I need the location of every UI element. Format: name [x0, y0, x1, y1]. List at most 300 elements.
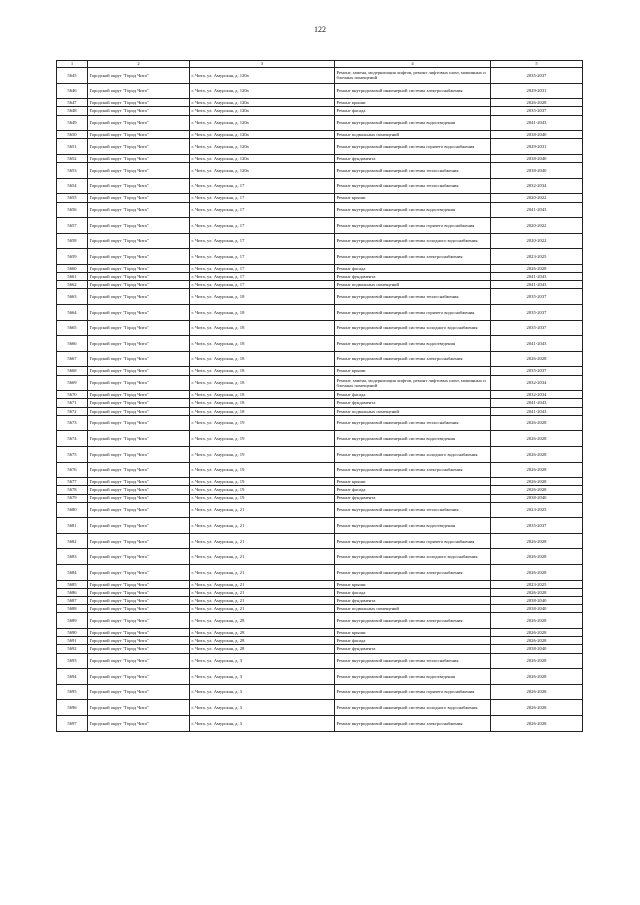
row-number: 5685 — [57, 580, 88, 588]
address-cell: г. Чита, ул. Амурская, д. 21 — [190, 533, 335, 549]
work-type-cell: Ремонт внутридомовой инженерной системы холодного водоснабжения — [335, 320, 491, 336]
address-cell: г. Чита, ул. Амурская, д. 120а — [190, 131, 335, 139]
row-number: 5682 — [57, 533, 88, 549]
row-number: 5694 — [57, 669, 88, 685]
period-cell: 2038-2040 — [491, 494, 583, 502]
row-number: 5647 — [57, 99, 88, 107]
table-row — [57, 107, 583, 115]
work-type-cell: Ремонт фасада — [335, 486, 491, 494]
municipality-cell: Городской округ "Город Чита" — [88, 375, 190, 391]
address-cell: г. Чита, ул. Амурская, д. 18 — [190, 375, 335, 391]
address-cell: г. Чита, ул. Амурская, д. 18 — [190, 391, 335, 399]
row-number: 5658 — [57, 233, 88, 249]
work-type-cell: Ремонт подвальных помещений — [335, 281, 491, 289]
period-cell: 2026-2028 — [491, 700, 583, 716]
period-cell: 2026-2028 — [491, 99, 583, 107]
work-type-cell: Ремонт внутридомовой инженерной системы электроснабжения — [335, 351, 491, 367]
work-type-cell: Ремонт внутридомовой инженерной системы водоотведения — [335, 431, 491, 447]
period-cell: 2026-2028 — [491, 684, 583, 700]
period-cell: 2041-2043 — [491, 399, 583, 407]
municipality-cell: Городской округ "Город Чита" — [88, 597, 190, 605]
table-row — [57, 154, 583, 162]
table-row — [57, 605, 583, 613]
table-row — [57, 565, 583, 581]
municipality-cell: Городской округ "Город Чита" — [88, 715, 190, 731]
table-row — [57, 218, 583, 234]
table-row — [57, 273, 583, 281]
table-row — [57, 613, 583, 629]
period-cell: 2026-2028 — [491, 669, 583, 685]
row-number: 5662 — [57, 281, 88, 289]
table-row — [57, 391, 583, 399]
municipality-cell: Городской округ "Город Чита" — [88, 154, 190, 162]
row-number: 5645 — [57, 68, 88, 84]
work-type-cell: Ремонт, замена, модернизация лифтов, ремонт лифтовых шахт, машинных и блочных помещений — [335, 68, 491, 84]
period-cell: 2035-2037 — [491, 68, 583, 84]
municipality-cell: Городской округ "Город Чита" — [88, 478, 190, 486]
period-cell: 2041-2043 — [491, 407, 583, 415]
table-row — [57, 446, 583, 462]
period-cell: 2041-2043 — [491, 281, 583, 289]
municipality-cell: Городской округ "Город Чита" — [88, 264, 190, 272]
municipality-cell: Городской округ "Город Чита" — [88, 645, 190, 653]
work-type-cell: Ремонт фасада — [335, 588, 491, 596]
work-type-cell: Ремонт фасада — [335, 107, 491, 115]
work-type-cell: Ремонт внутридомовой инженерной системы холодного водоснабжения — [335, 233, 491, 249]
period-cell: 2026-2028 — [491, 446, 583, 462]
row-number: 5681 — [57, 518, 88, 534]
address-cell: г. Чита, ул. Амурская, д. 17 — [190, 178, 335, 194]
work-type-cell: Ремонт внутридомовой инженерной системы горячего водоснабжения — [335, 139, 491, 155]
row-number: 5676 — [57, 462, 88, 478]
row-number: 5677 — [57, 478, 88, 486]
address-cell: г. Чита, ул. Амурская, д. 19 — [190, 462, 335, 478]
municipality-cell: Городской округ "Город Чита" — [88, 320, 190, 336]
table-row — [57, 518, 583, 534]
address-cell: г. Чита, ул. Амурская, д. 19 — [190, 494, 335, 502]
address-cell: г. Чита, ул. Амурская, д. 120а — [190, 115, 335, 131]
row-number: 5695 — [57, 684, 88, 700]
municipality-cell: Городской округ "Город Чита" — [88, 462, 190, 478]
address-cell: г. Чита, ул. Амурская, д. 21 — [190, 605, 335, 613]
municipality-cell: Городской округ "Город Чита" — [88, 273, 190, 281]
row-number: 5655 — [57, 194, 88, 202]
row-number: 5657 — [57, 218, 88, 234]
table-row — [57, 415, 583, 431]
row-number: 5689 — [57, 613, 88, 629]
table-row — [57, 629, 583, 637]
address-cell: г. Чита, ул. Амурская, д. 17 — [190, 281, 335, 289]
work-type-cell: Ремонт внутридомовой инженерной системы теплоснабжения — [335, 653, 491, 669]
work-type-cell: Ремонт фасада — [335, 637, 491, 645]
address-cell: г. Чита, ул. Амурская, д. 120а — [190, 68, 335, 84]
table-row — [57, 115, 583, 131]
municipality-cell: Городской округ "Город Чита" — [88, 202, 190, 218]
row-number: 5661 — [57, 273, 88, 281]
address-cell: г. Чита, ул. Амурская, д. 18 — [190, 320, 335, 336]
work-type-cell: Ремонт фундамента — [335, 154, 491, 162]
row-number: 5659 — [57, 249, 88, 265]
address-cell: г. Чита, ул. Амурская, д. 17 — [190, 264, 335, 272]
work-type-cell: Ремонт внутридомовой инженерной системы теплоснабжения — [335, 163, 491, 179]
address-cell: г. Чита, ул. Амурская, д. 17 — [190, 194, 335, 202]
table-row — [57, 700, 583, 716]
row-number: 5686 — [57, 588, 88, 596]
municipality-cell: Городской округ "Город Чита" — [88, 637, 190, 645]
work-type-cell: Ремонт внутридомовой инженерной системы водоотведения — [335, 115, 491, 131]
period-cell: 2020-2022 — [491, 194, 583, 202]
table-header-row — [57, 61, 583, 68]
work-type-cell: Ремонт крыши — [335, 580, 491, 588]
address-cell: г. Чита, ул. Амурская, д. 18 — [190, 351, 335, 367]
work-type-cell: Ремонт внутридомовой инженерной системы горячего водоснабжения — [335, 218, 491, 234]
period-cell: 2026-2028 — [491, 637, 583, 645]
table-row — [57, 588, 583, 596]
work-type-cell: Ремонт внутридомовой инженерной системы холодного водоснабжения — [335, 700, 491, 716]
table-row — [57, 202, 583, 218]
work-type-cell: Ремонт фундамента — [335, 494, 491, 502]
period-cell: 2026-2028 — [491, 629, 583, 637]
period-cell: 2020-2022 — [491, 233, 583, 249]
municipality-cell: Городской округ "Город Чита" — [88, 233, 190, 249]
row-number: 5674 — [57, 431, 88, 447]
address-cell: г. Чита, ул. Амурская, д. 3 — [190, 684, 335, 700]
work-type-cell: Ремонт внутридомовой инженерной системы водоотведения — [335, 336, 491, 352]
row-number: 5665 — [57, 320, 88, 336]
row-number: 5671 — [57, 399, 88, 407]
work-type-cell: Ремонт подвальных помещений — [335, 407, 491, 415]
table-row — [57, 597, 583, 605]
row-number: 5693 — [57, 653, 88, 669]
municipality-cell: Городской округ "Город Чита" — [88, 700, 190, 716]
row-number: 5670 — [57, 391, 88, 399]
work-type-cell: Ремонт фундамента — [335, 597, 491, 605]
municipality-cell: Городской округ "Город Чита" — [88, 351, 190, 367]
period-cell: 2035-2037 — [491, 305, 583, 321]
table-row — [57, 486, 583, 494]
table-row — [57, 367, 583, 375]
work-type-cell: Ремонт фундамента — [335, 645, 491, 653]
municipality-cell: Городской округ "Город Чита" — [88, 613, 190, 629]
work-type-cell: Ремонт внутридомовой инженерной системы теплоснабжения — [335, 502, 491, 518]
period-cell: 2026-2028 — [491, 533, 583, 549]
row-number: 5660 — [57, 264, 88, 272]
row-number: 5697 — [57, 715, 88, 731]
municipality-cell: Городской округ "Город Чита" — [88, 194, 190, 202]
work-type-cell: Ремонт внутридомовой инженерной системы водоотведения — [335, 669, 491, 685]
table-row — [57, 83, 583, 99]
period-cell: 2026-2028 — [491, 486, 583, 494]
address-cell: г. Чита, ул. Амурская, д. 120а — [190, 139, 335, 155]
address-cell: г. Чита, ул. Амурская, д. 17 — [190, 202, 335, 218]
period-cell: 2023-2025 — [491, 502, 583, 518]
municipality-cell: Городской округ "Город Чита" — [88, 431, 190, 447]
period-cell: 2026-2028 — [491, 431, 583, 447]
work-type-cell: Ремонт фасада — [335, 391, 491, 399]
column-header: 1 — [57, 61, 88, 68]
municipality-cell: Городской округ "Город Чита" — [88, 367, 190, 375]
address-cell: г. Чита, ул. Амурская, д. 21 — [190, 518, 335, 534]
period-cell: 2026-2028 — [491, 715, 583, 731]
row-number: 5649 — [57, 115, 88, 131]
row-number: 5684 — [57, 565, 88, 581]
address-cell: г. Чита, ул. Амурская, д. 19 — [190, 446, 335, 462]
row-number: 5675 — [57, 446, 88, 462]
address-cell: г. Чита, ул. Амурская, д. 3 — [190, 669, 335, 685]
column-header: 5 — [491, 61, 583, 68]
address-cell: г. Чита, ул. Амурская, д. 18 — [190, 305, 335, 321]
work-type-cell: Ремонт внутридомовой инженерной системы теплоснабжения — [335, 178, 491, 194]
row-number: 5651 — [57, 139, 88, 155]
work-type-cell: Ремонт внутридомовой инженерной системы теплоснабжения — [335, 289, 491, 305]
period-cell: 2032-2034 — [491, 391, 583, 399]
row-number: 5679 — [57, 494, 88, 502]
municipality-cell: Городской округ "Город Чита" — [88, 580, 190, 588]
table-row — [57, 264, 583, 272]
table-row — [57, 637, 583, 645]
table-row — [57, 533, 583, 549]
table-row — [57, 684, 583, 700]
work-type-cell: Ремонт внутридомовой инженерной системы электроснабжения — [335, 249, 491, 265]
table-row — [57, 99, 583, 107]
row-number: 5653 — [57, 163, 88, 179]
work-type-cell: Ремонт фасада — [335, 264, 491, 272]
address-cell: г. Чита, ул. Амурская, д. 19 — [190, 431, 335, 447]
work-type-cell: Ремонт подвальных помещений — [335, 131, 491, 139]
row-number: 5650 — [57, 131, 88, 139]
work-type-cell: Ремонт фундамента — [335, 273, 491, 281]
municipality-cell: Городской округ "Город Чита" — [88, 163, 190, 179]
work-type-cell: Ремонт крыши — [335, 367, 491, 375]
municipality-cell: Городской округ "Город Чита" — [88, 178, 190, 194]
work-type-cell: Ремонт внутридомовой инженерной системы холодного водоснабжения — [335, 549, 491, 565]
row-number: 5673 — [57, 415, 88, 431]
row-number: 5672 — [57, 407, 88, 415]
table-row — [57, 645, 583, 653]
municipality-cell: Городской округ "Город Чита" — [88, 669, 190, 685]
period-cell: 2029-2031 — [491, 83, 583, 99]
municipality-cell: Городской округ "Город Чита" — [88, 107, 190, 115]
municipality-cell: Городской округ "Город Чита" — [88, 249, 190, 265]
table-row — [57, 478, 583, 486]
work-type-cell: Ремонт крыши — [335, 194, 491, 202]
period-cell: 2026-2028 — [491, 478, 583, 486]
period-cell: 2029-2031 — [491, 139, 583, 155]
table-row — [57, 305, 583, 321]
table-row — [57, 462, 583, 478]
work-type-cell: Ремонт внутридомовой инженерной системы холодного водоснабжения — [335, 446, 491, 462]
address-cell: г. Чита, ул. Амурская, д. 21 — [190, 588, 335, 596]
municipality-cell: Городской округ "Город Чита" — [88, 68, 190, 84]
municipality-cell: Городской округ "Город Чита" — [88, 502, 190, 518]
address-cell: г. Чита, ул. Амурская, д. 120а — [190, 154, 335, 162]
address-cell: г. Чита, ул. Амурская, д. 19 — [190, 478, 335, 486]
municipality-cell: Городской округ "Город Чита" — [88, 494, 190, 502]
row-number: 5668 — [57, 367, 88, 375]
period-cell: 2026-2028 — [491, 588, 583, 596]
table-row — [57, 281, 583, 289]
table-row — [57, 163, 583, 179]
municipality-cell: Городской округ "Город Чита" — [88, 289, 190, 305]
row-number: 5683 — [57, 549, 88, 565]
municipality-cell: Городской округ "Город Чита" — [88, 486, 190, 494]
column-header: 2 — [88, 61, 190, 68]
municipality-cell: Городской округ "Город Чита" — [88, 83, 190, 99]
period-cell: 2026-2028 — [491, 653, 583, 669]
period-cell: 2038-2040 — [491, 163, 583, 179]
address-cell: г. Чита, ул. Амурская, д. 120а — [190, 83, 335, 99]
table-row — [57, 580, 583, 588]
work-type-cell: Ремонт внутридомовой инженерной системы электроснабжения — [335, 613, 491, 629]
municipality-cell: Городской округ "Город Чита" — [88, 407, 190, 415]
column-header: 4 — [335, 61, 491, 68]
address-cell: г. Чита, ул. Амурская, д. 120а — [190, 99, 335, 107]
period-cell: 2035-2037 — [491, 289, 583, 305]
address-cell: г. Чита, ул. Амурская, д. 28 — [190, 629, 335, 637]
municipality-cell: Городской округ "Город Чита" — [88, 653, 190, 669]
row-number: 5669 — [57, 375, 88, 391]
municipality-cell: Городской округ "Город Чита" — [88, 605, 190, 613]
page-number: 122 — [314, 25, 326, 34]
period-cell: 2041-2043 — [491, 115, 583, 131]
work-type-cell: Ремонт внутридомовой инженерной системы водоотведения — [335, 202, 491, 218]
work-type-cell: Ремонт крыши — [335, 99, 491, 107]
address-cell: г. Чита, ул. Амурская, д. 3 — [190, 700, 335, 716]
table-row — [57, 653, 583, 669]
address-cell: г. Чита, ул. Амурская, д. 21 — [190, 580, 335, 588]
row-number: 5654 — [57, 178, 88, 194]
municipality-cell: Городской округ "Город Чита" — [88, 629, 190, 637]
table-row — [57, 399, 583, 407]
period-cell: 2020-2022 — [491, 218, 583, 234]
municipality-cell: Городской округ "Город Чита" — [88, 131, 190, 139]
period-cell: 2038-2040 — [491, 597, 583, 605]
table-row — [57, 131, 583, 139]
row-number: 5656 — [57, 202, 88, 218]
period-cell: 2023-2025 — [491, 249, 583, 265]
address-cell: г. Чита, ул. Амурская, д. 18 — [190, 289, 335, 305]
municipality-cell: Городской округ "Город Чита" — [88, 533, 190, 549]
address-cell: г. Чита, ул. Амурская, д. 120а — [190, 107, 335, 115]
row-number: 5691 — [57, 637, 88, 645]
row-number: 5652 — [57, 154, 88, 162]
row-number: 5648 — [57, 107, 88, 115]
row-number: 5692 — [57, 645, 88, 653]
address-cell: г. Чита, ул. Амурская, д. 21 — [190, 565, 335, 581]
municipality-cell: Городской округ "Город Чита" — [88, 549, 190, 565]
municipality-cell: Городской округ "Город Чита" — [88, 518, 190, 534]
work-type-cell: Ремонт внутридомовой инженерной системы теплоснабжения — [335, 415, 491, 431]
municipality-cell: Городской округ "Город Чита" — [88, 305, 190, 321]
table-row — [57, 549, 583, 565]
period-cell: 2038-2040 — [491, 131, 583, 139]
work-type-cell: Ремонт внутридомовой инженерной системы горячего водоснабжения — [335, 305, 491, 321]
row-number: 5678 — [57, 486, 88, 494]
period-cell: 2041-2043 — [491, 202, 583, 218]
period-cell: 2041-2043 — [491, 336, 583, 352]
period-cell: 2026-2028 — [491, 351, 583, 367]
table-row — [57, 194, 583, 202]
table-row — [57, 178, 583, 194]
table-row — [57, 68, 583, 84]
period-cell: 2026-2028 — [491, 549, 583, 565]
table-row — [57, 249, 583, 265]
table-row — [57, 351, 583, 367]
address-cell: г. Чита, ул. Амурская, д. 21 — [190, 597, 335, 605]
address-cell: г. Чита, ул. Амурская, д. 17 — [190, 233, 335, 249]
work-type-cell: Ремонт внутридомовой инженерной системы электроснабжения — [335, 83, 491, 99]
period-cell: 2023-2025 — [491, 580, 583, 588]
work-type-cell: Ремонт внутридомовой инженерной системы горячего водоснабжения — [335, 684, 491, 700]
address-cell: г. Чита, ул. Амурская, д. 21 — [190, 549, 335, 565]
address-cell: г. Чита, ул. Амурская, д. 28 — [190, 645, 335, 653]
address-cell: г. Чита, ул. Амурская, д. 17 — [190, 218, 335, 234]
municipality-cell: Городской округ "Город Чита" — [88, 139, 190, 155]
address-cell: г. Чита, ул. Амурская, д. 28 — [190, 613, 335, 629]
table-row — [57, 289, 583, 305]
address-cell: г. Чита, ул. Амурская, д. 17 — [190, 273, 335, 281]
row-number: 5696 — [57, 700, 88, 716]
table-row — [57, 494, 583, 502]
column-header: 3 — [190, 61, 335, 68]
address-cell: г. Чита, ул. Амурская, д. 21 — [190, 502, 335, 518]
work-type-cell: Ремонт внутридомовой инженерной системы горячего водоснабжения — [335, 533, 491, 549]
period-cell: 2035-2037 — [491, 320, 583, 336]
period-cell: 2026-2028 — [491, 565, 583, 581]
table-row — [57, 669, 583, 685]
period-cell: 2026-2028 — [491, 264, 583, 272]
period-cell: 2026-2028 — [491, 613, 583, 629]
table-row — [57, 502, 583, 518]
period-cell: 2038-2040 — [491, 154, 583, 162]
period-cell: 2035-2037 — [491, 107, 583, 115]
municipality-cell: Городской округ "Город Чита" — [88, 565, 190, 581]
table-row — [57, 375, 583, 391]
period-cell: 2026-2028 — [491, 415, 583, 431]
municipality-cell: Городской округ "Город Чита" — [88, 115, 190, 131]
address-cell: г. Чита, ул. Амурская, д. 19 — [190, 486, 335, 494]
period-cell: 2026-2028 — [491, 462, 583, 478]
row-number: 5687 — [57, 597, 88, 605]
period-cell: 2041-2043 — [491, 273, 583, 281]
table-row — [57, 139, 583, 155]
address-cell: г. Чита, ул. Амурская, д. 18 — [190, 336, 335, 352]
work-type-cell: Ремонт крыши — [335, 478, 491, 486]
municipality-cell: Городской округ "Город Чита" — [88, 399, 190, 407]
work-type-cell: Ремонт внутридомовой инженерной системы электроснабжения — [335, 715, 491, 731]
table-row — [57, 233, 583, 249]
municipality-cell: Городской округ "Город Чита" — [88, 281, 190, 289]
work-type-cell: Ремонт подвальных помещений — [335, 605, 491, 613]
period-cell: 2038-2040 — [491, 605, 583, 613]
work-type-cell: Ремонт внутридомовой инженерной системы водоотведения — [335, 518, 491, 534]
address-cell: г. Чита, ул. Амурская, д. 18 — [190, 367, 335, 375]
work-type-cell: Ремонт внутридомовой инженерной системы электроснабжения — [335, 565, 491, 581]
municipality-cell: Городской округ "Город Чита" — [88, 99, 190, 107]
address-cell: г. Чита, ул. Амурская, д. 18 — [190, 407, 335, 415]
address-cell: г. Чита, ул. Амурская, д. 3 — [190, 715, 335, 731]
period-cell: 2038-2040 — [491, 645, 583, 653]
work-type-cell: Ремонт фундамента — [335, 399, 491, 407]
address-cell: г. Чита, ул. Амурская, д. 17 — [190, 249, 335, 265]
table-row — [57, 320, 583, 336]
row-number: 5663 — [57, 289, 88, 305]
municipality-cell: Городской округ "Город Чита" — [88, 684, 190, 700]
table-row — [57, 336, 583, 352]
work-type-cell: Ремонт внутридомовой инженерной системы электроснабжения — [335, 462, 491, 478]
period-cell: 2032-2034 — [491, 178, 583, 194]
municipality-cell: Городской округ "Город Чита" — [88, 336, 190, 352]
